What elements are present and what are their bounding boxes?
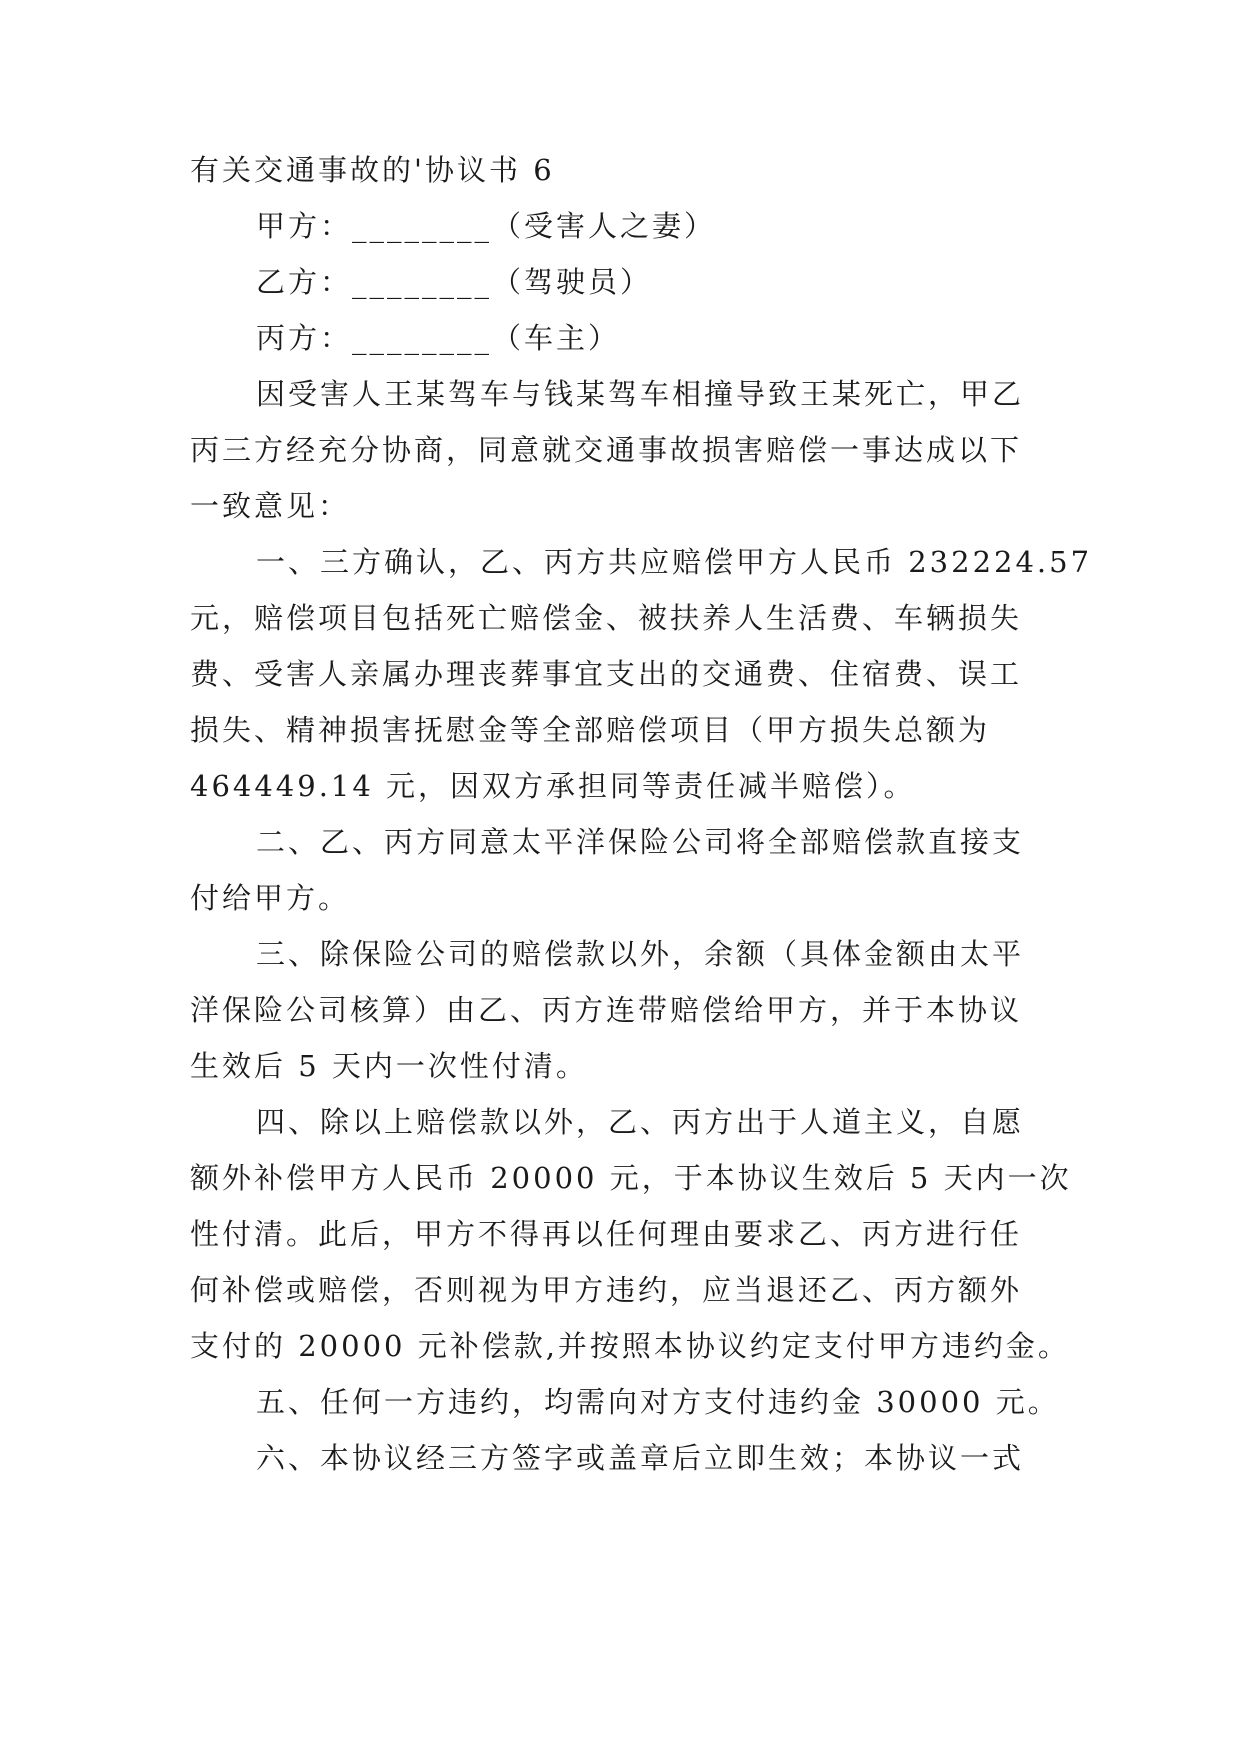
clause-4-line: 支付的 20000 元补偿款,并按照本协议约定支付甲方违约金。 [190,1329,1070,1363]
clause-1-line: 费、受害人亲属办理丧葬事宜支出的交通费、住宿费、误工 [190,657,1023,691]
clause-5-line: 五、任何一方违约，均需向对方支付违约金 30000 元。 [256,1385,1060,1419]
clause-2-line: 付给甲方。 [190,881,351,915]
paragraph-line: 因受害人王某驾车与钱某驾车相撞导致王某死亡，甲乙 [256,377,1025,411]
clause-1-line: 464449.14 元，因双方承担同等责任减半赔偿）。 [190,769,916,803]
clause-1-line: 一、三方确认，乙、丙方共应赔偿甲方人民币 232224.57 [256,545,1093,579]
clause-3-line: 洋保险公司核算）由乙、丙方连带赔偿给甲方，并于本协议 [190,993,1023,1027]
clause-4-line: 额外补偿甲方人民币 20000 元，于本协议生效后 5 天内一次 [190,1161,1072,1195]
clause-1-line: 损失、精神损害抚慰金等全部赔偿项目（甲方损失总额为 [190,713,991,747]
party-a-line: 甲方：________（受害人之妻） [256,209,717,243]
clause-3-line: 三、除保险公司的赔偿款以外，余额（具体金额由太平 [256,937,1025,971]
clause-1-line: 元，赔偿项目包括死亡赔偿金、被扶养人生活费、车辆损失 [190,601,1023,635]
paragraph-line: 丙三方经充分协商，同意就交通事故损害赔偿一事达成以下 [190,433,1023,467]
document-title: 有关交通事故的'协议书 6 [190,153,555,187]
clause-3-line: 生效后 5 天内一次性付清。 [190,1049,588,1083]
party-c-line: 丙方：________（车主） [256,321,621,355]
clause-4-line: 四、除以上赔偿款以外，乙、丙方出于人道主义，自愿 [256,1105,1025,1139]
paragraph-line: 一致意见： [190,489,351,523]
clause-6-line: 六、本协议经三方签字或盖章后立即生效；本协议一式 [256,1441,1025,1475]
clause-4-line: 性付清。此后，甲方不得再以任何理由要求乙、丙方进行任 [190,1217,1023,1251]
party-b-line: 乙方：________（驾驶员） [256,265,653,299]
clause-2-line: 二、乙、丙方同意太平洋保险公司将全部赔偿款直接支 [256,825,1025,859]
clause-4-line: 何补偿或赔偿，否则视为甲方违约，应当退还乙、丙方额外 [190,1273,1023,1307]
